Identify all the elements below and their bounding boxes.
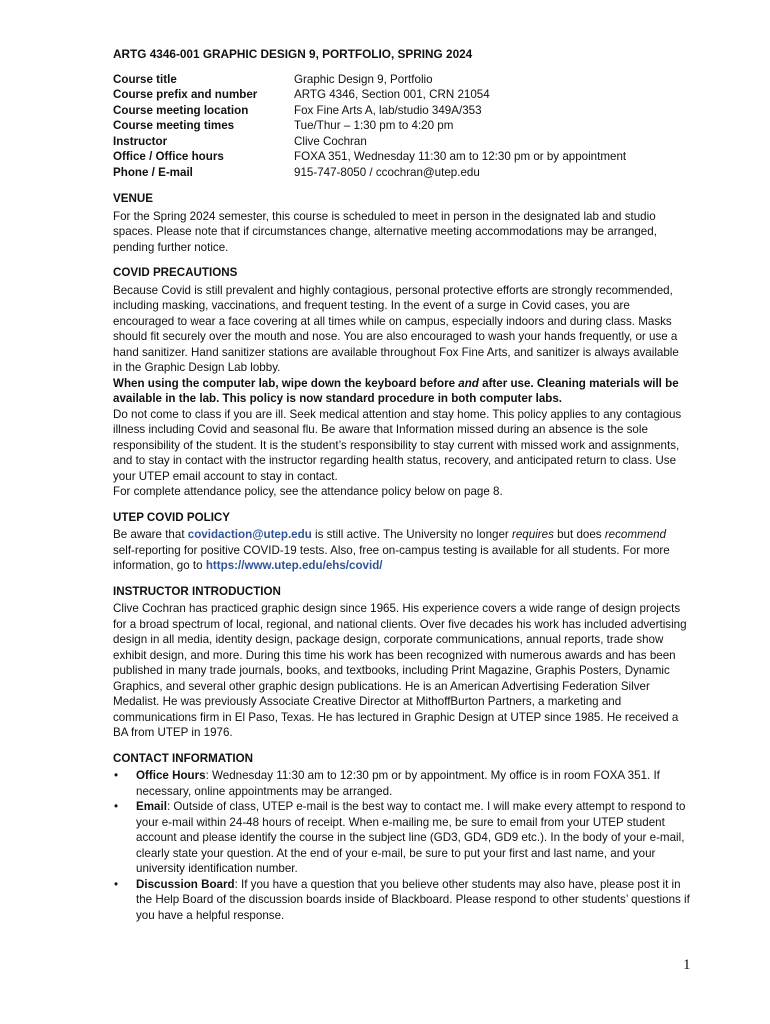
contact-term: Office Hours bbox=[136, 769, 206, 782]
text-run: self-reporting for positive COVID-19 tests. Also, free on-campus testing is available for all students. For more information, go to bbox=[113, 543, 670, 572]
contact-heading: CONTACT INFORMATION bbox=[113, 751, 253, 765]
text-run: Be aware that bbox=[113, 528, 188, 541]
course-info-table bbox=[113, 72, 691, 181]
text-run: but does bbox=[553, 528, 605, 541]
list-item bbox=[113, 877, 691, 924]
lab-notice-emphasis: and bbox=[458, 376, 479, 390]
info-value: Tue/Thur – 1:30 pm to 4:20 pm bbox=[294, 119, 454, 132]
info-value: FOXA 351, Wednesday 11:30 am to 12:30 pm or by appointment bbox=[294, 150, 627, 163]
emphasis-run: requires bbox=[512, 528, 554, 541]
utep-covid-text bbox=[113, 527, 691, 574]
lab-notice-part: When using the computer lab, wipe down the keyboard before bbox=[113, 376, 459, 390]
venue-text: For the Spring 2024 semester, this course is scheduled to meet in person in the designated lab and studio spaces. Please note that if circumstances change, alternative meeting accommodations may be arranged, pending further notice. bbox=[113, 209, 657, 254]
lab-notice-part: after use. Cleaning materials will be available in the lab. This policy is now standard procedure in both computer labs. bbox=[113, 376, 679, 405]
info-value: 915-747-8050 / ccochran@utep.edu bbox=[294, 165, 480, 179]
info-label: Course title bbox=[113, 72, 177, 86]
covid-lab-notice bbox=[113, 376, 691, 407]
page-content bbox=[113, 47, 691, 933]
info-label: Phone / E-mail bbox=[113, 165, 193, 179]
venue-section bbox=[113, 191, 691, 255]
covid-heading: COVID PRECAUTIONS bbox=[113, 266, 238, 279]
covidaction-email-link[interactable]: covidaction@utep.edu bbox=[187, 528, 312, 541]
covid-section bbox=[113, 265, 691, 500]
contact-term: Discussion Board bbox=[136, 877, 235, 891]
list-item bbox=[113, 768, 691, 799]
info-value: Fox Fine Arts A, lab/studio 349A/353 bbox=[294, 103, 482, 117]
contact-text: : Outside of class, UTEP e-mail is the best way to contact me. I will make every attempt to respond to your e-mail within 24-48 hours of receipt. When e-mailing me, be sure to email from your UTEP student account and please identify the course in the subject line (GD3, GD4, GD9 etc.). In the body of your e-mail, clearly state your question. At the end of your e-mail, be sure to put your first and last name, and your university identification number. bbox=[136, 800, 686, 875]
venue-heading: VENUE bbox=[113, 192, 153, 205]
intro-text: Clive Cochran has practiced graphic design since 1965. His experience covers a wide range of design projects for a broad spectrum of local, regional, and national clients. Over five decades his work has included advertising design in all media, identity design, package design, corporate communications, annual reports, trade show exhibit design, and more. During this time his work has been recognized with numerous awards and has been published in many trade journals, books, and textbooks, including Print Magazine, Graphis Posters, Dynamic Graphics, and several other graphic design publications. He is an American Advertising Federation Silver Medalist. He was previously Associate Creative Director at MithoffBurton Partners, a marketing and communications firm in El Paso, Texas. He has lectured in Graphic Design at UTEP since 1985. He received a BA from UTEP in 1976. bbox=[113, 602, 687, 739]
info-value: ARTG 4346, Section 001, CRN 21054 bbox=[294, 88, 490, 101]
text-run: is still active. The University no longer bbox=[311, 528, 512, 541]
intro-heading: INSTRUCTOR INTRODUCTION bbox=[113, 584, 281, 598]
covid-attendance-note: For complete attendance policy, see the attendance policy below on page 8. bbox=[113, 485, 503, 498]
instructor-intro-section bbox=[113, 584, 691, 741]
info-label: Course prefix and number bbox=[113, 88, 258, 101]
contact-list bbox=[113, 768, 691, 923]
covid-info-url-link[interactable]: https://www.utep.edu/ehs/covid/ bbox=[205, 559, 383, 572]
info-value: Clive Cochran bbox=[294, 134, 367, 148]
info-value: Graphic Design 9, Portfolio bbox=[294, 72, 433, 86]
emphasis-run: recommend bbox=[604, 528, 667, 541]
contact-term: Email bbox=[136, 800, 167, 813]
contact-text: : Wednesday 11:30 am to 12:30 pm or by appointment. My office is in room FOXA 351. If necessary, online appointments may be arranged. bbox=[136, 769, 660, 798]
contact-text: : If you have a question that you believe other students may also have, please post it in the Help Board of the discussion boards inside of Blackboard. Please respond to other students’ questions if you have a helpful response. bbox=[136, 877, 690, 922]
covid-paragraph: Because Covid is still prevalent and highly contagious, personal protective efforts are strongly recommended, including masking, vaccinations, and frequent testing. In the event of a surge in Covid cases, you are encouraged to wear a face covering at all times while on campus, especially indoors and during class. Masks should fit securely over the mouth and nose. You are also encouraged to wash your hands frequently, or use a hand sanitizer. Hand sanitizer stations are available throughout Fox Fine Arts, and sanitizer is always available in the Graphic Design Lab lobby. bbox=[113, 283, 679, 374]
page-number: 1 bbox=[683, 957, 691, 973]
utep-covid-section bbox=[113, 510, 691, 574]
utep-covid-heading: UTEP COVID POLICY bbox=[113, 510, 231, 524]
contact-section bbox=[113, 751, 691, 924]
document-title: ARTG 4346-001 GRAPHIC DESIGN 9, PORTFOLIO, SPRING 2024 bbox=[113, 47, 473, 61]
info-label: Instructor bbox=[113, 134, 168, 148]
info-label: Office / Office hours bbox=[113, 150, 224, 163]
info-label: Course meeting location bbox=[113, 103, 249, 117]
list-item bbox=[113, 799, 691, 877]
covid-illness-paragraph: Do not come to class if you are ill. Seek medical attention and stay home. This policy applies to any contagious illness including Covid and seasonal flu. Be aware that Information missed during an absence is the sole responsibility of the student. It is the student’s responsibility to stay current with missed work and assignments, and to stay in contact with the instructor regarding health status, recovery, and anticipated return to class. Use your UTEP email account to stay in contact. bbox=[113, 407, 682, 483]
info-label: Course meeting times bbox=[113, 119, 235, 132]
